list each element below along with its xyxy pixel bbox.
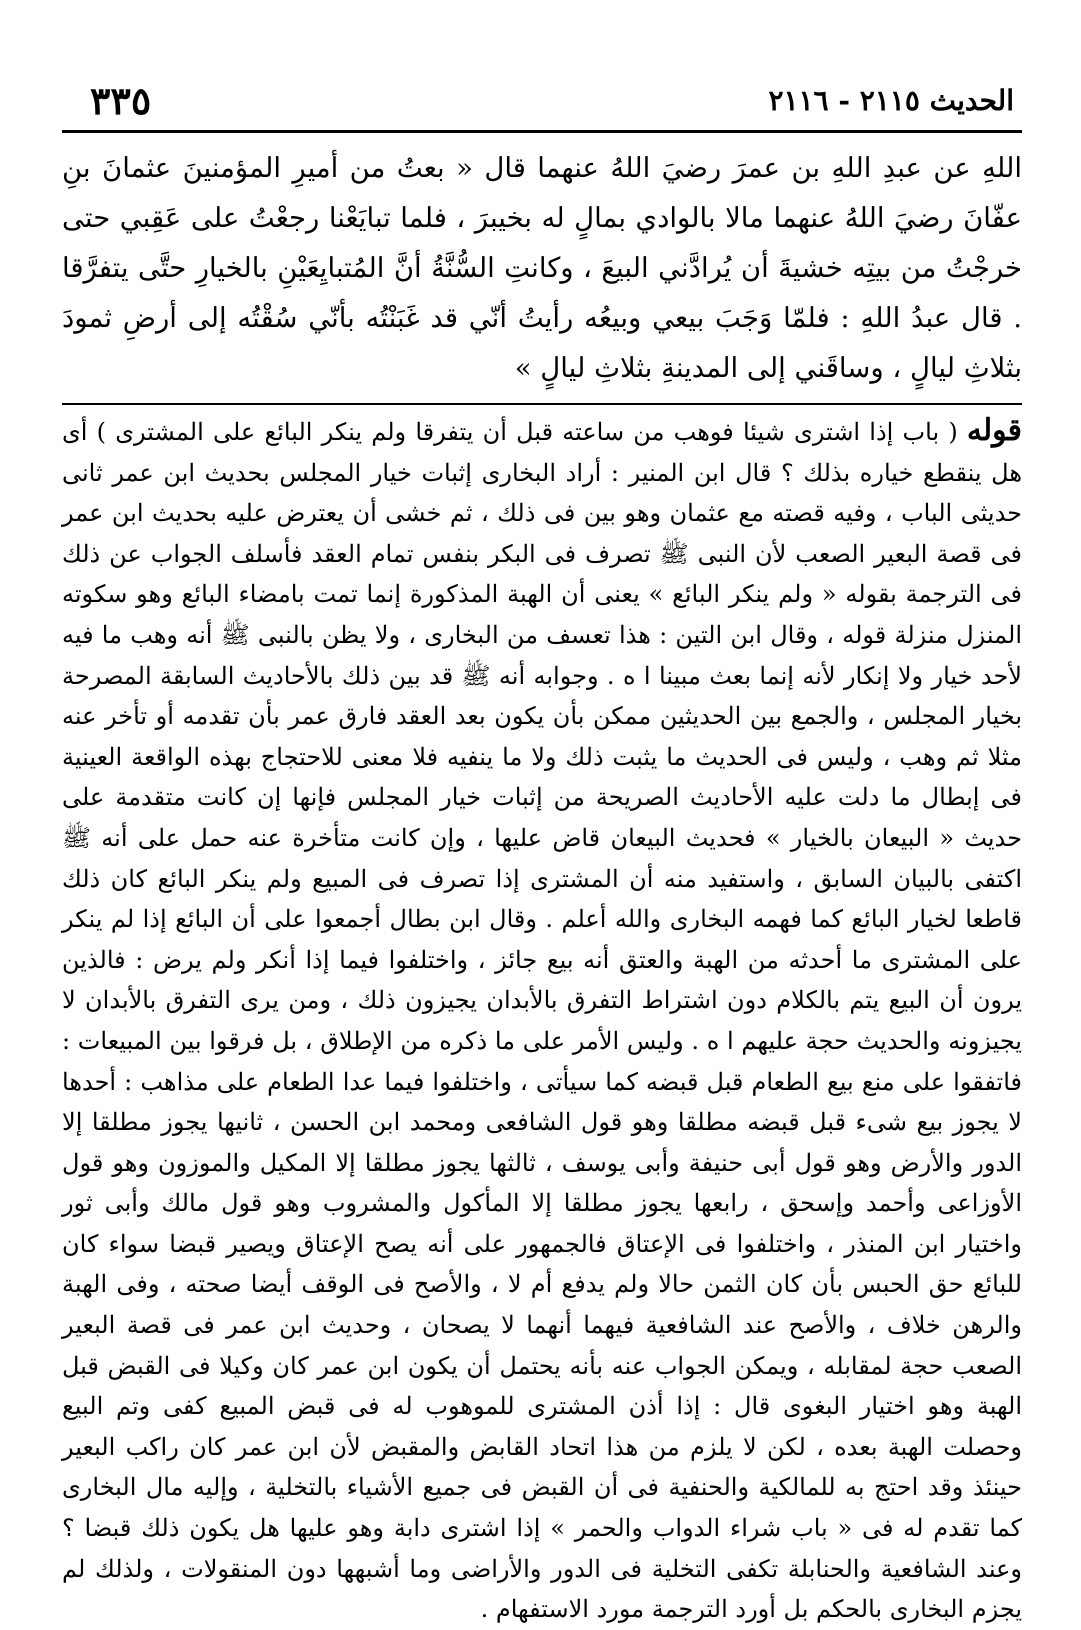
commentary-text: ( باب إذا اشترى شيئا فوهب من ساعته قبل أن يتفرقا ولم ينكر البائع على المشترى ) أى هل ينقطع خياره بذلك ؟ قال ابن المنير : أراد البخارى إثبات خيار المجلس بحديث ابن عمر ثانى حديثى الباب ، وفيه قصته مع عثمان وهو بين فى ذلك ، ثم خشى أن يعترض عليه بحديث ابن عمر فى قصة البعير الصعب لأن النبى ﷺ تصرف فى البكر بنفس تمام العقد فأسلف الجواب عن ذلك فى الترجمة بقوله « ولم ينكر البائع » يعنى أن الهبة المذكورة إنما تمت بامضاء البائع وهو سكوته المنزل منزلة قوله ، وقال ابن التين : هذا تعسف من البخارى ، ولا يظن بالنبى ﷺ أنه وهب ما فيه لأحد خيار ولا إنكار لأنه إنما بعث مبينا ا ه . وجوابه أنه ﷺ قد بين ذلك بالأحاديث السابقة المصرحة بخيار المجلس ، والجمع بين الحديثين ممكن بأن يكون بعد العقد فارق عمر بأن تقدمه أو تأخر عنه مثلا ثم وهب ، وليس فى الحديث ما يثبت ذلك ولا ما ينفيه فلا معنى للاحتجاج بهذه الواقعة العينية فى إبطال ما دلت عليه الأحاديث الصريحة من إثبات خيار المجلس فإنها إن كانت متقدمة على حديث « البيعان بالخيار » فحديث البيعان قاض عليها ، وإن كانت متأخرة عنه حمل على أنه ﷺ اكتفى بالبيان السابق ، واستفيد منه أن المشترى إذا تصرف فى المبيع ولم ينكر البائع كان ذلك قاطعا لخيار البائع كما فهمه البخارى والله أعلم . وقال ابن بطال أجمعوا على أن البائع إذا لم ينكر على المشترى ما أحدثه من الهبة والعتق أنه بيع جائز ، واختلفوا فيما إذا أنكر ولم يرض : فالذين يرون أن البيع يتم بالكلام دون اشتراط التفرق بالأبدان يجيزون ذلك ، ومن يرى التفرق بالأبدان لا يجيزونه والحديث حجة عليهم ا ه . وليس الأمر على ما ذكره من الإطلاق ، بل فرقوا بين المبيعات : فاتفقوا على منع بيع الطعام قبل قبضه كما سيأتى ، واختلفوا فيما عدا الطعام على مذاهب : أحدها لا يجوز بيع شىء قبل قبضه مطلقا وهو قول الشافعى ومحمد ابن الحسن ، ثانيها يجوز مطلقا إلا الدور والأرض وهو قول أبى حنيفة وأبى يوسف ، ثالثها يجوز مطلقا إلا المكيل والموزون وهو قول الأوزاعى وأحمد وإسحق ، رابعها يجوز مطلقا إلا المأكول والمشروب وهو قول مالك وأبى ثور واختيار ابن المنذر ، واختلفوا فى الإعتاق فالجمهور على أنه يصح الإعتاق ويصير قبضا سواء كان للبائع حق الحبس بأن كان الثمن حالا ولم يدفع أم لا ، والأصح فى الوقف أيضا صحته ، وفى الهبة والرهن خلاف ، والأصح عند الشافعية فيهما أنهما لا يصحان ، وحديث ابن عمر فى قصة البعير الصعب حجة لمقابله ، ويمكن الجواب عنه بأنه يحتمل أن يكون ابن عمر كان وكيلا فى القبض قبل الهبة وهو اختيار البغوى قال : إذا أذن المشترى للموهوب له فى قبض المبيع كفى وتم البيع وحصلت الهبة بعده ، لكن لا يلزم من هذا اتحاد القابض والمقبض لأن ابن عمر كان راكب البعير حينئذ وقد احتج به للمالكية والحنفية فى أن القبض فى جميع الأشياء بالتخلية ، وإليه مال البخارى كما تقدم له فى « باب شراء الدواب والحمر » إذا اشترى دابة وهو عليها هل يكون ذلك قبضا ؟ وعند الشافعية والحنابلة تكفى التخلية فى الدور والأراضى وما أشبهها دون المنقولات ، ولذلك لم يجزم البخارى بالحكم بل أورد الترجمة مورد الاستفهام . <box>62 418 1023 1624</box>
book-page <box>62 78 1022 1630</box>
commentary-opening-word: قوله <box>966 413 1022 448</box>
page-number: ٣٣٥ <box>90 78 152 123</box>
commentary <box>62 403 1022 1630</box>
hadith-text: اللهِ عن عبدِ اللهِ بن عمرَ رضيَ اللهُ عنهما قال « بعتُ من أميرِ المؤمنينَ عثمانَ بنِ عفّانَ رضيَ اللهُ عنهما مالا بالوادي بمالٍ له بخيبرَ ، فلما تبايَعْنا رجعْتُ على عَقِبي حتى خرجْتُ من بيتِه خشيةَ أن يُرادَّني البيعَ ، وكانتِ السُّنَّةُ أنَّ المُتبايِعَيْنِ بالخيارِ حتَّى يتفرَّقا . قال عبدُ اللهِ : فلمّا وَجَبَ بيعي وبيعُه رأيتُ أنّي قد غَبَنْتُه بأنّي سُقْتُه إلى أرضِ ثمودَ بثلاثِ ليالٍ ، وساقَني إلى المدينةِ بثلاثِ ليالٍ » <box>62 152 1022 384</box>
running-title: الحديث ٢١١٥ - ٢١١٦ <box>768 84 1014 117</box>
page-header <box>62 78 1022 133</box>
